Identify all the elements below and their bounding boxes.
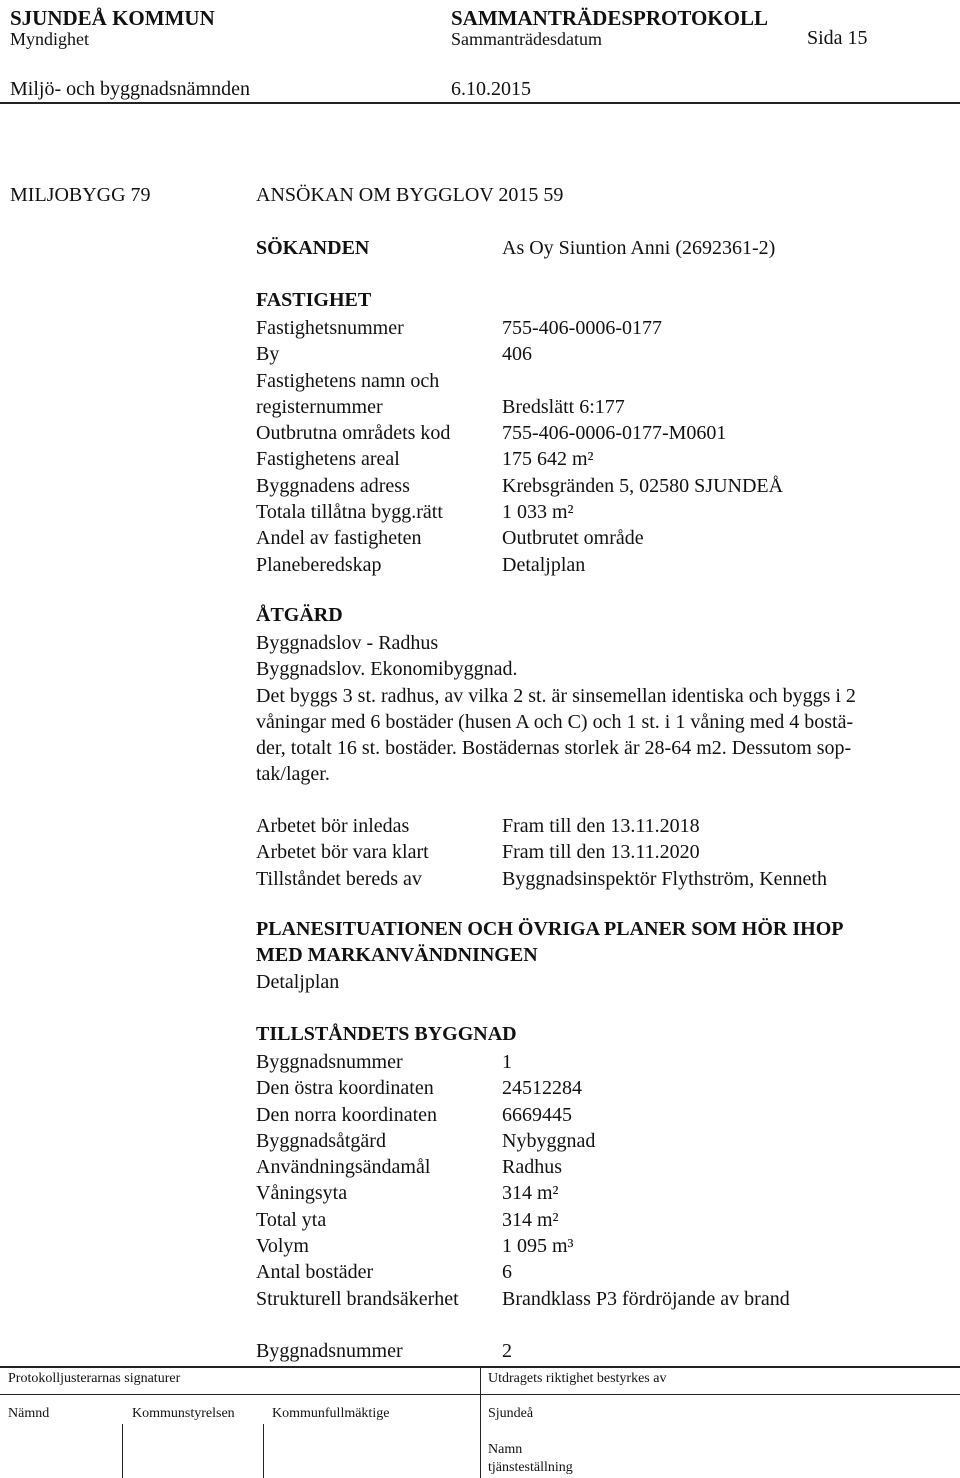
property-key: Outbrutna områdets kod — [256, 422, 451, 445]
building-row — [256, 1154, 562, 1180]
property-key: Andel av fastigheten — [256, 527, 422, 550]
building-key: Total yta — [256, 1208, 327, 1231]
case-number: MILJOBYGG 79 — [10, 184, 151, 206]
building-row — [256, 1207, 559, 1233]
property-key: Fastighetens namn och — [256, 369, 440, 392]
property-value: Krebsgränden 5, 02580 SJUNDEÅ — [502, 474, 784, 497]
case-title: ANSÖKAN OM BYGGLOV 2015 59 — [256, 184, 564, 206]
authority-name: Miljö- och byggnadsnämnden — [10, 78, 250, 100]
plan-heading-line1: PLANESITUATIONEN OCH ÖVRIGA PLANER SOM HÖR IHOP — [256, 918, 844, 940]
property-value: Outbrutet område — [502, 527, 644, 550]
signatures-label: Protokolljusterarnas signaturer — [8, 1371, 181, 1386]
building-key: Våningsyta — [256, 1182, 348, 1205]
schedule-row — [256, 866, 827, 892]
property-value: 175 642 m² — [502, 448, 594, 471]
building-row — [256, 1338, 512, 1364]
property-value: Detaljplan — [502, 553, 586, 576]
schedule-key: Arbetet bör vara klart — [256, 841, 429, 864]
org-name: SJUNDEÅ KOMMUN — [10, 6, 215, 30]
property-row — [256, 341, 532, 367]
applicant-label: SÖKANDEN — [256, 237, 370, 259]
building-key: Användningsändamål — [256, 1156, 431, 1179]
building-row — [256, 1128, 596, 1154]
building-key: Den norra koordinaten — [256, 1103, 438, 1126]
property-row — [256, 499, 574, 525]
schedule-row — [256, 839, 700, 865]
schedule-table — [256, 813, 827, 892]
footer-col-council: Kommunfullmäktige — [272, 1406, 390, 1421]
building-row — [256, 1233, 574, 1259]
property-row — [256, 420, 727, 446]
building-value: 24512284 — [502, 1077, 582, 1100]
building-value: Brandklass P3 fördröjande av brand — [502, 1287, 790, 1310]
building-value: 314 m² — [502, 1182, 559, 1205]
property-value: 755-406-0006-0177 — [502, 317, 662, 339]
footer-col-municipal-board: Kommunstyrelsen — [132, 1406, 235, 1421]
certified-by-label: Utdragets riktighet bestyrkes av — [488, 1371, 667, 1386]
building-heading: TILLSTÅNDETS BYGGNAD — [256, 1023, 517, 1045]
schedule-value: Fram till den 13.11.2018 — [502, 815, 700, 837]
building-key: Volym — [256, 1235, 309, 1258]
building-row — [256, 1049, 512, 1075]
property-key: By — [256, 343, 280, 366]
footer-title-label: tjänsteställning — [488, 1460, 573, 1475]
property-row — [256, 446, 594, 472]
property-row — [256, 525, 644, 551]
schedule-row — [256, 813, 700, 839]
building-value: 2 — [502, 1340, 512, 1362]
property-value: Bredslätt 6:177 — [502, 395, 625, 418]
plan-value: Detaljplan — [256, 971, 340, 993]
building-value: 314 m² — [502, 1208, 559, 1231]
building-value: 1 095 m³ — [502, 1235, 574, 1258]
action-description — [256, 630, 946, 788]
property-key: Fastighetsnummer — [256, 317, 404, 339]
building-row — [256, 1102, 572, 1128]
building-table — [256, 1049, 790, 1312]
property-value: 406 — [502, 343, 532, 366]
action-line: Byggnadslov - Radhus — [256, 632, 439, 654]
schedule-value: Byggnadsinspektör Flythström, Kenneth — [502, 867, 827, 890]
action-line: Byggnadslov. Ekonomibyggnad. — [256, 658, 518, 681]
property-row — [256, 315, 662, 341]
property-value: 755-406-0006-0177-M0601 — [502, 422, 727, 445]
protocol-title: SAMMANTRÄDESPROTOKOLL — [451, 6, 768, 30]
plan-heading-line2: MED MARKANVÄNDNINGEN — [256, 944, 538, 966]
footer-center-divider — [480, 1366, 481, 1478]
schedule-key: Arbetet bör inledas — [256, 815, 410, 837]
building-key: Den östra koordinaten — [256, 1077, 434, 1100]
property-heading: FASTIGHET — [256, 289, 372, 311]
authority-label: Myndighet — [10, 29, 89, 49]
schedule-key: Tillståndet bereds av — [256, 867, 422, 890]
building-row — [256, 1286, 790, 1312]
footer-col-divider — [263, 1424, 264, 1478]
action-line: tak/lager. — [256, 763, 330, 786]
footer-col-divider — [122, 1424, 123, 1478]
meeting-date: 6.10.2015 — [451, 78, 531, 100]
building-value: 6669445 — [502, 1103, 572, 1126]
action-line: der, totalt 16 st. bostäder. Bostädernas storlek är 28-64 m2. Dessutom sop- — [256, 737, 852, 760]
property-key: Byggnadens adress — [256, 474, 410, 497]
footer-name-label: Namn — [488, 1442, 523, 1457]
building-value: 6 — [502, 1261, 512, 1284]
header-divider — [0, 102, 960, 104]
footer-col-board: Nämnd — [8, 1406, 50, 1421]
building-row — [256, 1259, 512, 1285]
property-key: Fastighetens areal — [256, 448, 400, 471]
property-table — [256, 315, 784, 578]
property-row — [256, 473, 784, 499]
schedule-value: Fram till den 13.11.2020 — [502, 841, 700, 864]
building-key: Byggnadsnummer — [256, 1340, 403, 1362]
building-row — [256, 1075, 582, 1101]
property-key: Planeberedskap — [256, 553, 382, 576]
building-value: 1 — [502, 1051, 512, 1073]
building-value: Nybyggnad — [502, 1129, 596, 1152]
building-next — [256, 1338, 512, 1364]
building-key: Byggnadsnummer — [256, 1051, 403, 1073]
property-row — [256, 552, 586, 578]
applicant-value: As Oy Siuntion Anni (2692361-2) — [502, 237, 776, 259]
property-value: 1 033 m² — [502, 501, 574, 524]
property-row — [256, 368, 450, 394]
building-row — [256, 1180, 559, 1206]
action-heading: ÅTGÄRD — [256, 604, 343, 626]
building-value: Radhus — [502, 1156, 562, 1179]
footer-place: Sjundeå — [488, 1406, 534, 1421]
property-key: registernummer — [256, 395, 383, 418]
building-key: Byggnadsåtgärd — [256, 1129, 386, 1152]
property-key: Totala tillåtna bygg.rätt — [256, 501, 443, 524]
date-label: Sammanträdesdatum — [451, 29, 602, 49]
property-row — [256, 394, 625, 420]
building-key: Antal bostäder — [256, 1261, 374, 1284]
building-key: Strukturell brandsäkerhet — [256, 1287, 459, 1310]
action-line: Det byggs 3 st. radhus, av vilka 2 st. är sinsemellan identiska och byggs i 2 — [256, 684, 856, 707]
page-number: Sida 15 — [807, 27, 868, 49]
action-line: våningar med 6 bostäder (husen A och C) och 1 st. i 1 våning med 4 bostä- — [256, 710, 854, 733]
